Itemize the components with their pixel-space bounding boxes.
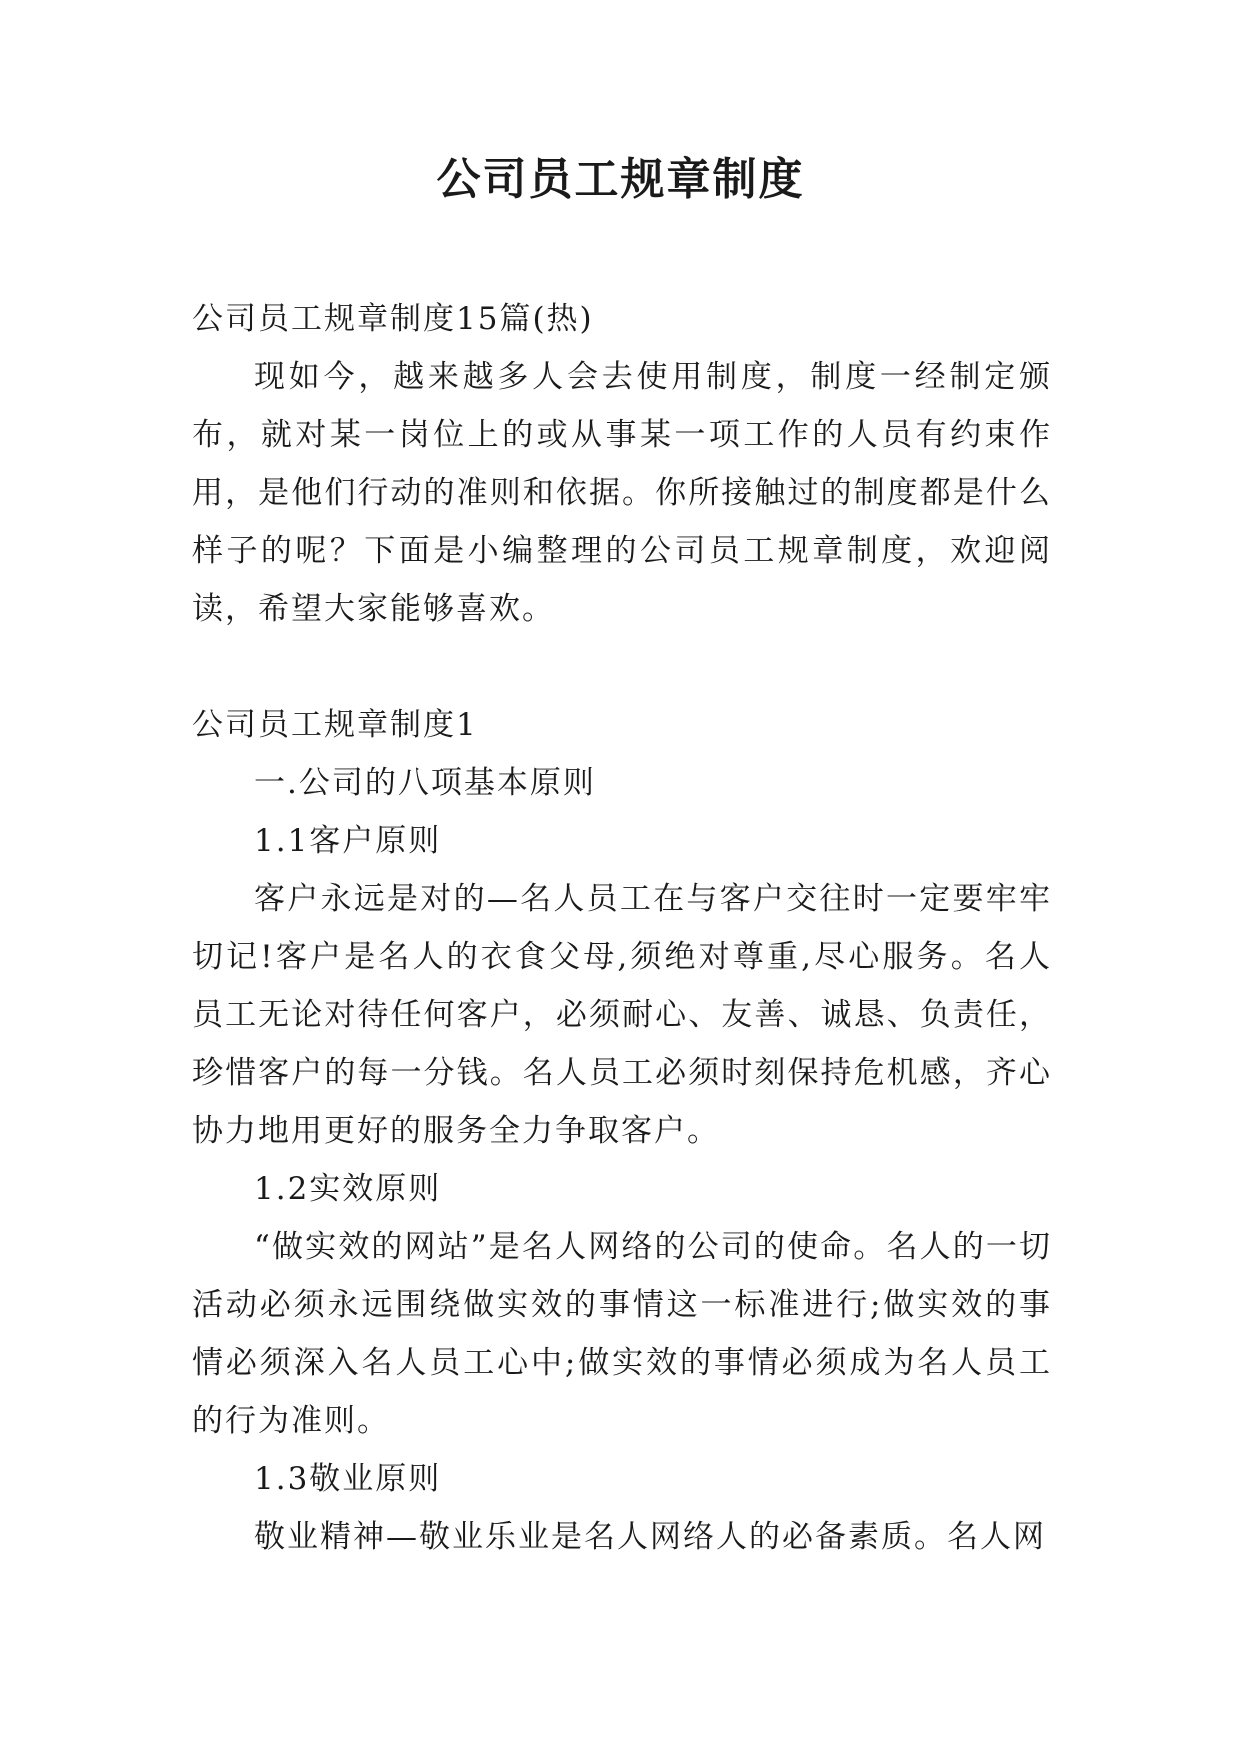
document-subtitle: 公司员工规章制度15篇(热)	[192, 301, 594, 337]
intro-paragraph: 现如今，越来越多人会去使用制度，制度一经制定颁布，就对某一岗位上的或从事某一项工作的人员有约束作用，是他们行动的准则和依据。你所接触过的制度都是什么样子的呢？下面是小编整理的公司员工规章制度，欢迎阅读，希望大家能够喜欢。	[192, 359, 1052, 627]
chapter-heading: 一.公司的八项基本原则	[254, 765, 596, 801]
document-title: 公司员工规章制度	[436, 154, 805, 205]
item-body-dedication: 敬业精神—敬业乐业是名人网络人的必备素质。名人网	[254, 1519, 1046, 1555]
item-body-effectiveness: “做实效的网站”是名人网络的公司的使命。名人的一切活动必须永远围绕做实效的事情这一标准进行;做实效的事情必须深入名人员工心中;做实效的事情必须成为名人员工的行为准则。	[192, 1229, 1052, 1439]
item-body-customer: 客户永远是对的—名人员工在与客户交往时一定要牢牢切记!客户是名人的衣食父母,须绝对尊重,尽心服务。名人员工无论对待任何客户，必须耐心、友善、诚恳、负责任，珍惜客户的每一分钱。名人员工必须时刻保持危机感，齐心协力地用更好的服务全力争取客户。	[192, 881, 1052, 1149]
section-heading: 公司员工规章制度1	[192, 707, 478, 743]
item-heading-dedication: 1.3敬业原则	[254, 1461, 442, 1497]
document-body	[192, 290, 1052, 1566]
item-heading-customer: 1.1客户原则	[254, 823, 442, 859]
item-heading-effectiveness: 1.2实效原则	[254, 1171, 442, 1207]
